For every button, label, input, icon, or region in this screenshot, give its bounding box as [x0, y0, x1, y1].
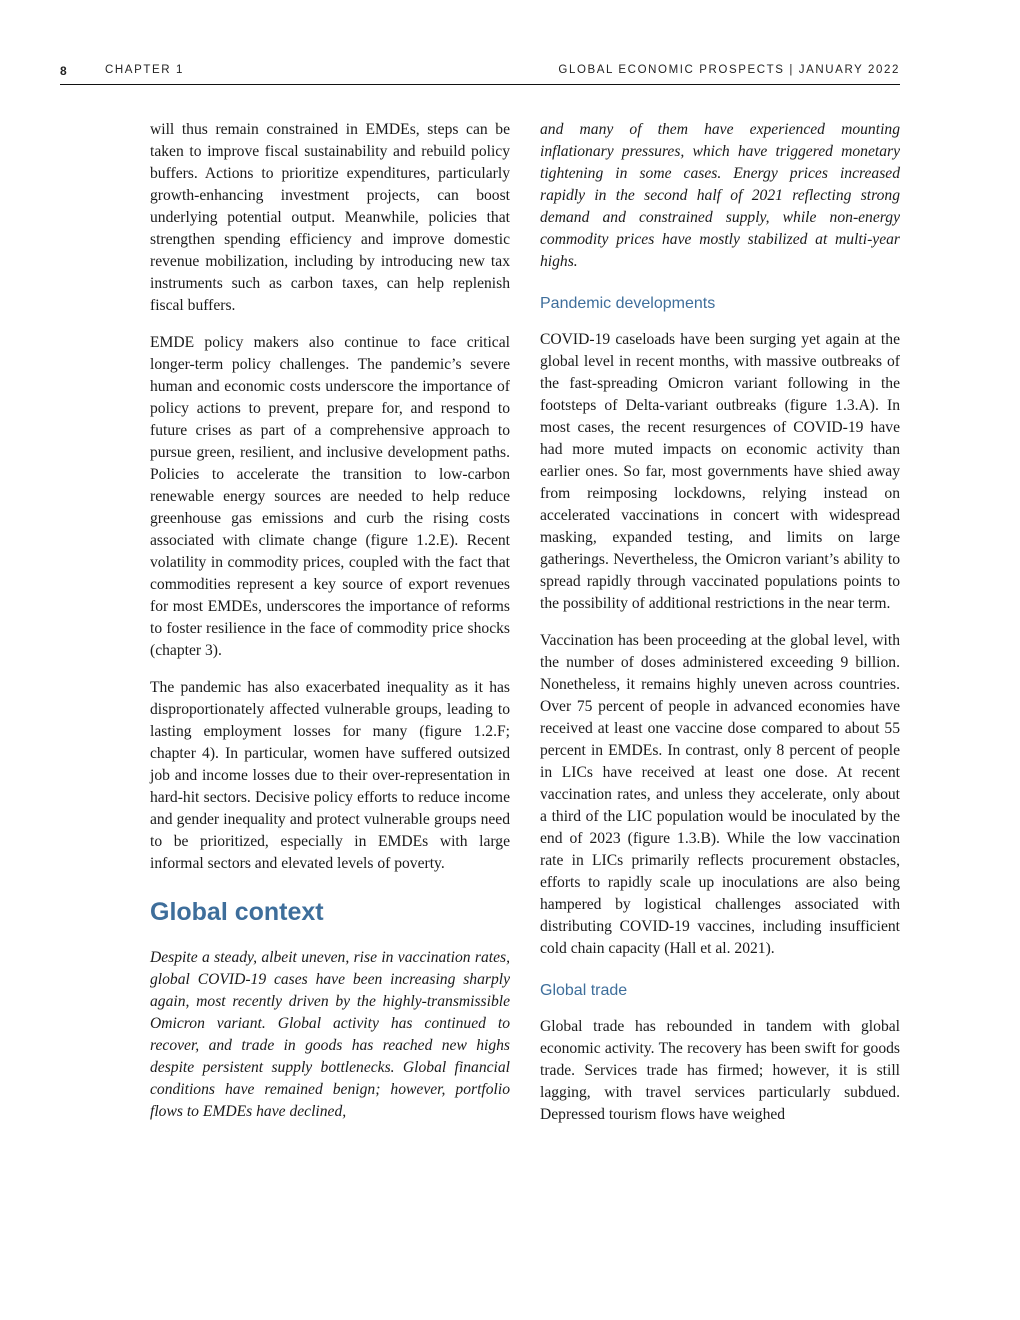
section-intro: Despite a steady, albeit uneven, rise in vaccination rates, global COVID-19 cases have been increasing sharply again, most recently driven by the highly-transmissible Omicron variant. Global activity has continued to recover, and trade in goods has reached new highs despite persistent supply bottlenecks. Global financial conditions have remained benign; however, portfolio flows to EMDEs have declined, [150, 949, 510, 1120]
section-heading: Global context [150, 898, 324, 926]
body-paragraph: Global trade has rebounded in tandem with global economic activity. The recovery has been swift for goods trade. Services trade has firmed; however, it is still lagging, with travel services particularly subdued. Depressed tourism flows have weighed [540, 1018, 900, 1123]
body-paragraph: The pandemic has also exacerbated inequality as it has disproportionately affected vulnerable groups, leading to lasting employment losses for many (figure 1.2.F; chapter 4). In particular, women have suffered outsized job and income losses due to their over-representation in hard-hit sectors. Decisive policy efforts to reduce income and gender inequality and protect vulnerable groups need to be prioritized, especially in EMDEs with large informal sectors and elevated levels of poverty. [150, 679, 510, 872]
subheading-pandemic-developments: Pandemic developments [540, 295, 716, 312]
body-paragraph: will thus remain constrained in EMDEs, steps can be taken to improve fiscal sustainability and rebuild policy buffers. Actions to prioritize expenditures, particularly growth-enhancing investment projects, can boost underlying potential output. Meanwhile, policies that strengthen spending efficiency and improve domestic revenue mobilization, including by introducing new tax instruments such as carbon taxes, can help replenish fiscal buffers. [150, 121, 510, 314]
publication-title: GLOBAL ECONOMIC PROSPECTS | JANUARY 2022 [558, 64, 900, 76]
body-paragraph: Vaccination has been proceeding at the global level, with the number of doses administered exceeding 9 billion. Nonetheless, it remains highly uneven across countries. Over 75 percent of people in advanced economies have received at least one vaccine dose compared to about 55 percent in EMDEs. In contrast, only 8 percent of people in LICs have received at least one dose. At recent vaccination rates, and unless they accelerate, only about a third of the LIC population would be inoculated by the end of 2023 (figure 1.3.B). While the low vaccination rate in LICs primarily reflects procurement obstacles, efforts to rapidly scale up inoculations are also being hampered by logistical challenges associated with distributing COVID-19 vaccines, including insufficient cold chain capacity (Hall et al. 2021). [540, 632, 900, 957]
right-column [540, 119, 900, 1141]
page-number: 8 [60, 64, 67, 78]
page-header [60, 64, 900, 84]
section-intro-continued: and many of them have experienced mounting inflationary pressures, which have triggered monetary tightening in some cases. Energy prices increased rapidly in the second half of 2021 reflecting strong demand and constrained supply, while non-energy commodity prices have mostly stabilized at multi-year highs. [540, 121, 900, 270]
body-paragraph: COVID-19 caseloads have been surging yet again at the global level in recent months, with massive outbreaks of the fast-spreading Omicron variant following in the footsteps of Delta-variant outbreaks (figure 1.3.A). In most cases, the recent resurgences of COVID-19 have had more muted impacts on economic activity than earlier ones. So far, most governments have shied away from reimposing lockdowns, relying instead on accelerated vaccinations in concert with widespread masking, expanded testing, and limits on large gatherings. Nevertheless, the Omicron variant’s ability to spread rapidly through vaccinated populations points to the possibility of additional restrictions in the near term. [540, 331, 900, 612]
left-column [150, 119, 510, 1138]
body-paragraph: EMDE policy makers also continue to face critical longer-term policy challenges. The pandemic’s severe human and economic costs underscore the importance of policy actions to prevent, prepare for, and respond to future crises as part of a comprehensive approach to pursue green, resilient, and inclusive development paths. Policies to accelerate the transition to low-carbon renewable energy sources are needed to help reduce greenhouse gas emissions and curb the rising costs associated with climate change (figure 1.2.E). Recent volatility in commodity prices, coupled with the fact that commodities represent a key source of export revenues for most EMDEs, underscores the importance of reforms to foster resilience in the face of commodity price shocks (chapter 3). [150, 334, 510, 659]
header-rule [60, 84, 900, 85]
chapter-label: CHAPTER 1 [105, 64, 184, 76]
subheading-global-trade: Global trade [540, 982, 628, 999]
